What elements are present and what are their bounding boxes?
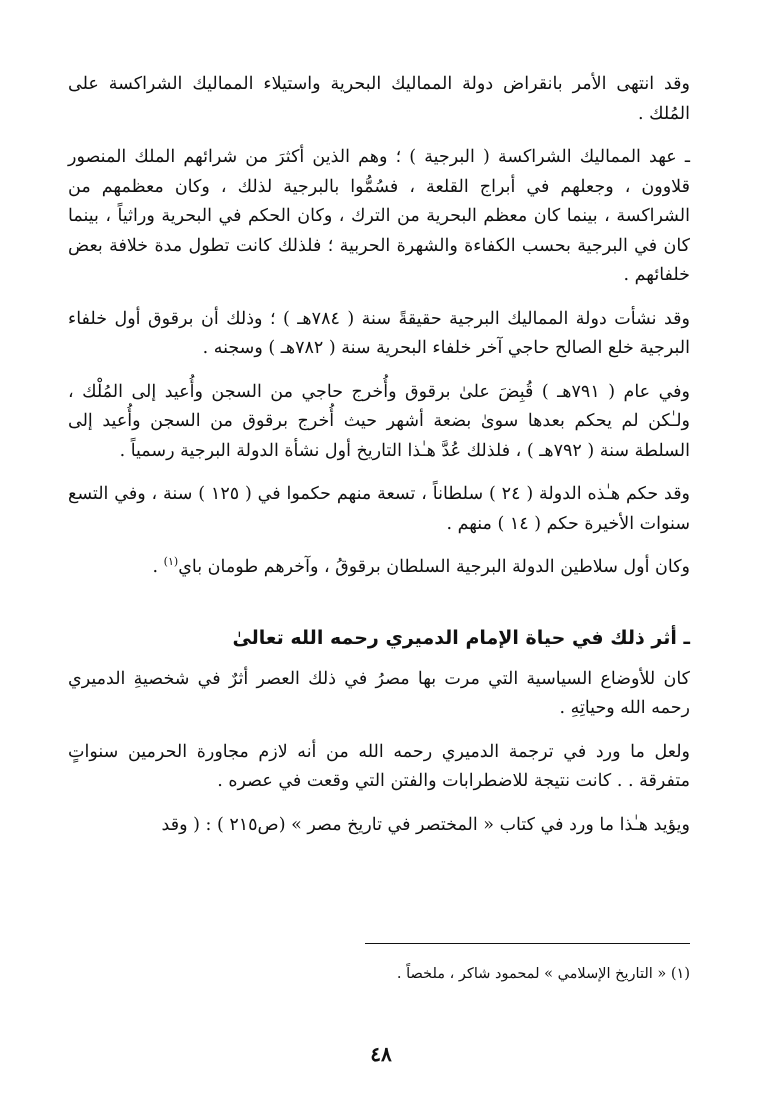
paragraph-6-text: وكان أول سلاطين الدولة البرجية السلطان برقوقُ ، وآخرهم طومان باي (178, 557, 690, 577)
paragraph-6 (68, 553, 690, 583)
paragraph-7: كان للأوضاع السياسية التي مرت بها مصرُ في ذلك العصر أثرٌ في شخصيةِ الدميري رحمه الله وحياتِهِ . (68, 668, 690, 718)
section-heading: ـ أثر ذلك في حياة الإمام الدميري رحمه الله تعالىٰ (232, 626, 690, 649)
paragraph-2: ـ عهد المماليك الشراكسة ( البرجية ) ؛ وهم الذين أكثرَ من شرائهم الملك المنصور قلاوون ، وجعلهم في أبراج القلعة ، فسُمُّوا بالبرجية لذلك ، وكان معظمهم من الشراكسة ، بينما كان معظم البحرية من الترك ، وكان الحكم في البحرية وراثياً ، بينما كان في البرجية بحسب الكفاءة والشهرة الحربية ؛ فلذلك كانت تطول مدة خلافة بعض خلفائهم . (68, 147, 690, 285)
footnote-divider (365, 943, 690, 944)
paragraph-1: وقد انتهى الأمر بانقراض دولة المماليك البحرية واستيلاء المماليك الشراكسة على المُلك . (68, 74, 690, 124)
paragraph-4: وفي عام ( ٧٩١هـ ) قُبِضَ علىٰ برقوق وأُخرج حاجي من السجن وأُعيد إلى المُلْك ، ولـٰكن لم يحكم بعدها سوىٰ بضعة أشهر حيث أُخرج برقوق من السجن وأُعيد إلى السلطة سنة ( ٧٩٢هـ ) ، فلذلك عُدَّ هـٰذا التاريخ أول نشأة الدولة البرجية رسمياً . (68, 381, 690, 461)
footnote: (١) « التاريخ الإسلامي » لمحمود شاكر ، ملخصاً . (396, 966, 690, 982)
footnote-reference[interactable]: (١) (163, 555, 179, 569)
page-body (68, 70, 690, 854)
page-number: ٤٨ (370, 1042, 392, 1066)
paragraph-6-end: . (152, 557, 164, 577)
paragraph-9: ويؤيد هـٰذا ما ورد في كتاب « المختصر في تاريخ مصر » (ص٢١٥ ) : ( وقد (161, 814, 690, 835)
paragraph-8: ولعل ما ورد في ترجمة الدميري رحمه الله من أنه لازم مجاورة الحرمين سنواتٍ متفرقة . . كانت نتيجة للاضطرابات والفتن التي وقعت في عصره . (68, 741, 690, 791)
paragraph-5: وقد حكم هـٰذه الدولة ( ٢٤ ) سلطاناً ، تسعة منهم حكموا في ( ١٢٥ ) سنة ، وفي التسع سنوات الأخيرة حكم ( ١٤ ) منهم . (68, 484, 691, 534)
paragraph-3: وقد نشأت دولة المماليك البرجية حقيقةً سنة ( ٧٨٤هـ ) ؛ وذلك أن برقوق أول خلفاء البرجية خلع الصالح حاجي آخر خلفاء البحرية سنة ( ٧٨٢هـ ) وسجنه . (68, 308, 690, 358)
